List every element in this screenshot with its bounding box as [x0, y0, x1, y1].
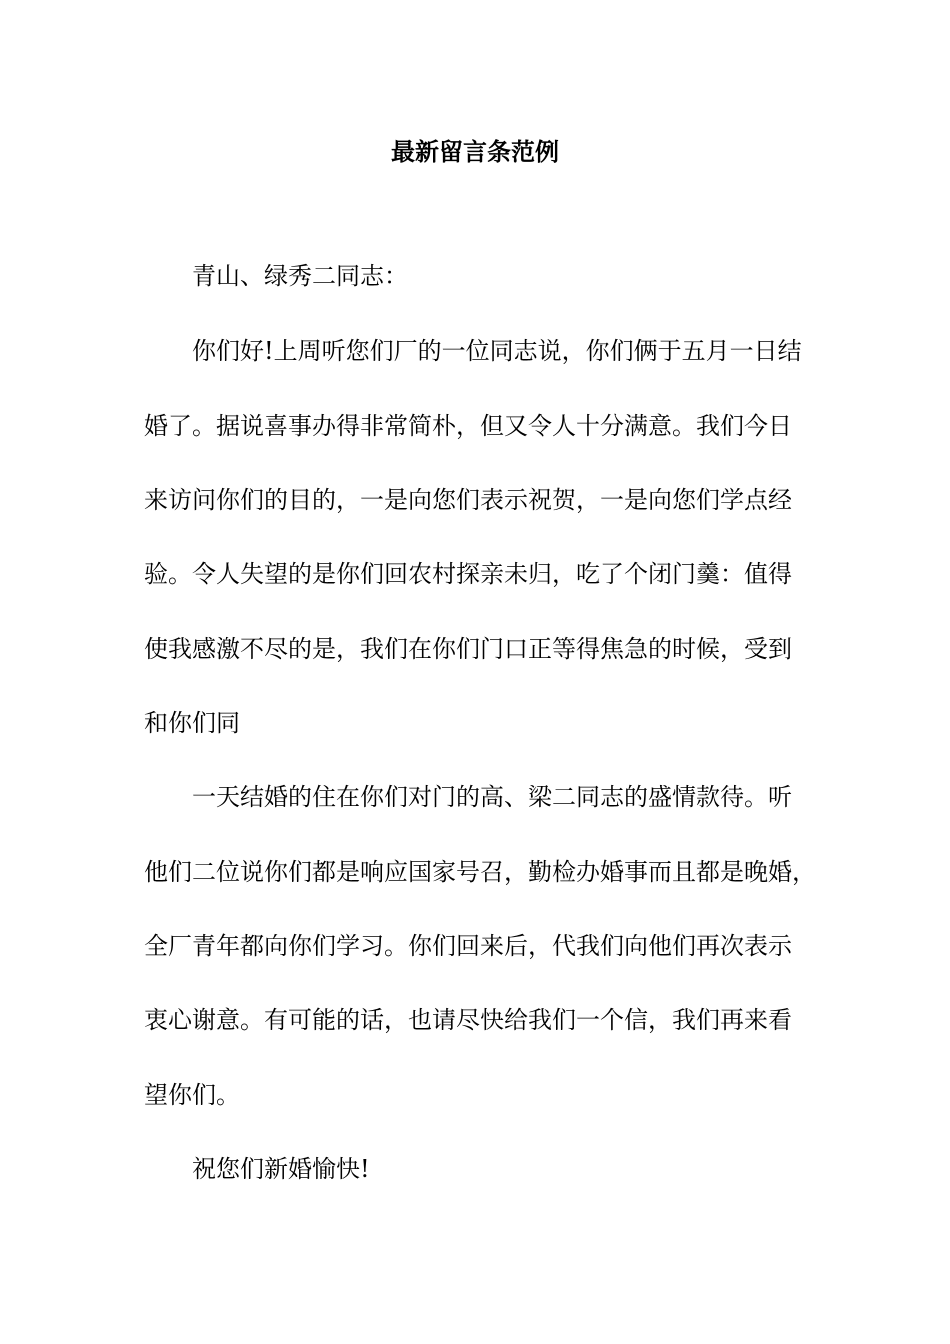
body-line-2: 婚了。据说喜事办得非常简朴，但又令人十分满意。我们今日: [144, 412, 792, 440]
document-title: 最新留言条范例: [391, 137, 559, 166]
body-line-7: 一天结婚的住在你们对门的高、梁二同志的盛情款待。听: [192, 783, 792, 811]
body-line-1: 你们好!上周听您们厂的一位同志说，你们俩于五月一日结: [192, 337, 802, 365]
body-line-3: 来访问你们的目的，一是向您们表示祝贺，一是向您们学点经: [144, 486, 792, 514]
salutation-line: 青山、绿秀二同志：: [192, 262, 408, 290]
body-line-9: 全厂青年都向你们学习。你们回来后，代我们向他们再次表示: [144, 932, 792, 960]
body-line-11: 望你们。: [144, 1081, 240, 1109]
closing-line: 祝您们新婚愉快!: [192, 1155, 370, 1183]
body-line-8: 他们二位说你们都是响应国家号召，勤检办婚事而且都是晚婚，: [144, 858, 816, 886]
body-line-5: 使我感激不尽的是，我们在你们门口正等得焦急的时候，受到: [144, 635, 792, 663]
body-line-6: 和你们同: [144, 709, 240, 737]
body-line-4: 验。令人失望的是你们回农村探亲未归，吃了个闭门羹：值得: [144, 560, 792, 588]
body-line-10: 衷心谢意。有可能的话，也请尽快给我们一个信，我们再来看: [144, 1006, 792, 1034]
